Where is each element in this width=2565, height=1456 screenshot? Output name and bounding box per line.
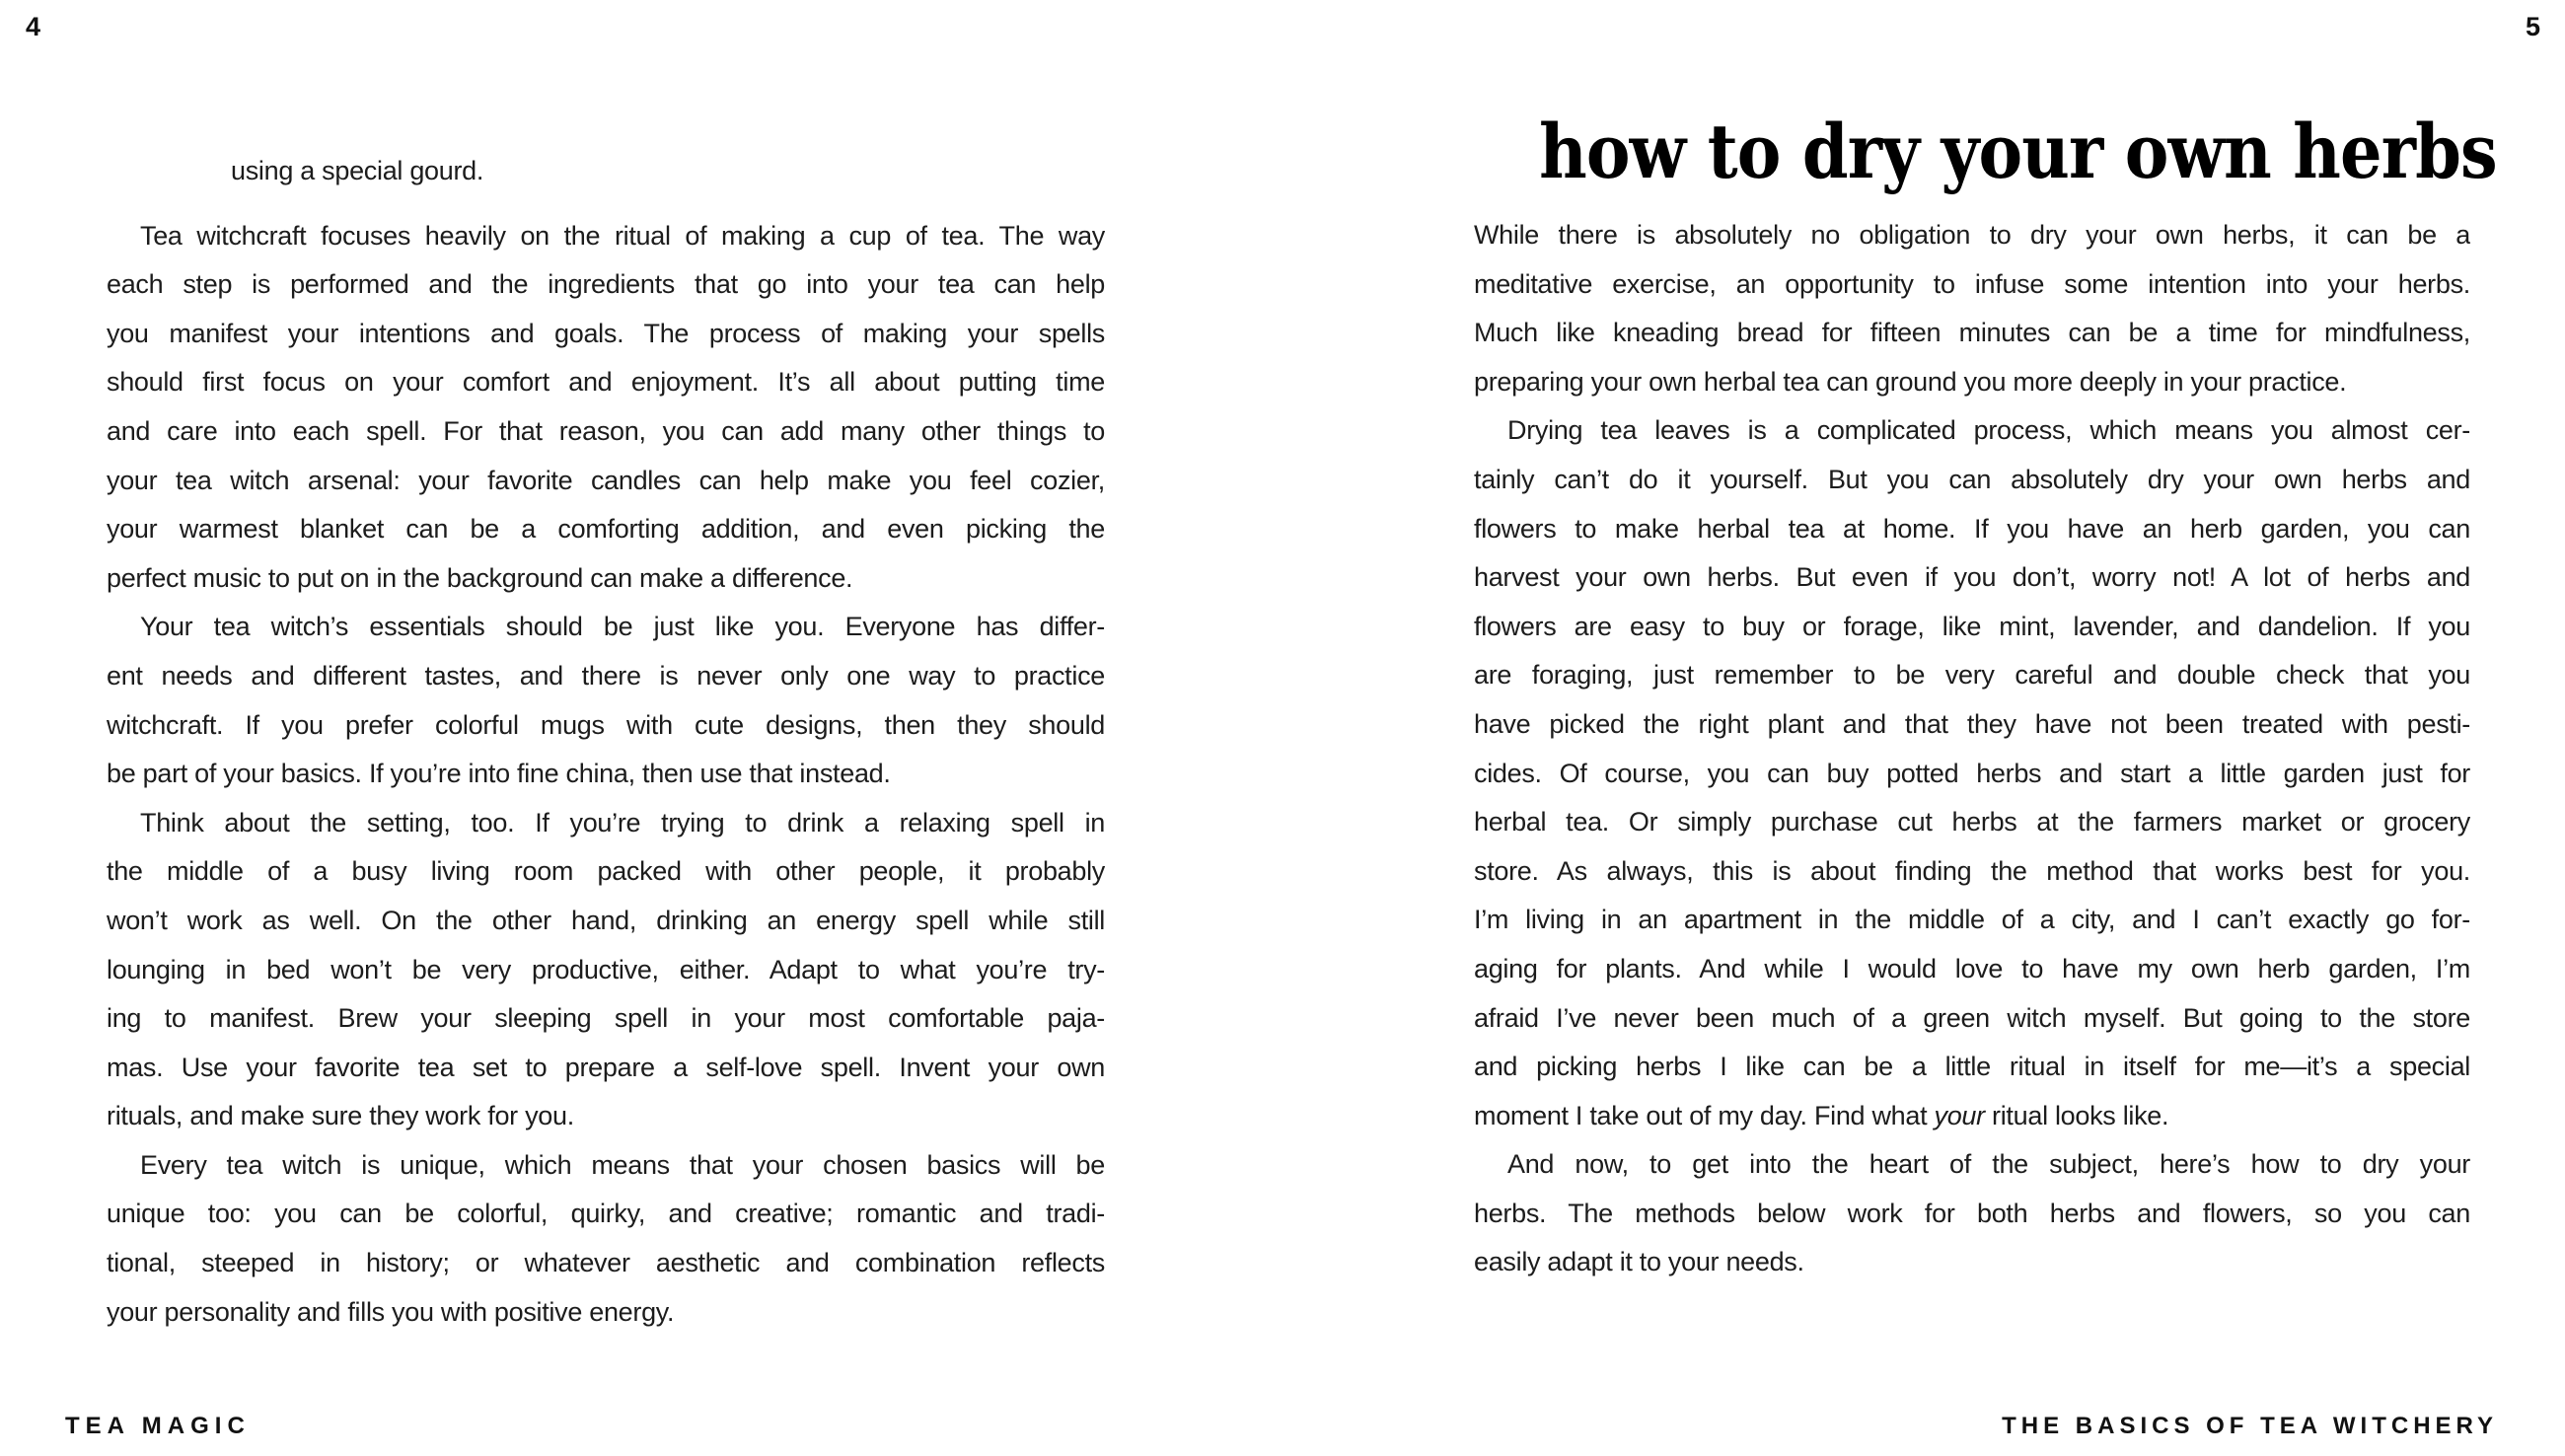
text-line: be part of your basics. If you’re into fine china, then use that instead. [107, 759, 891, 789]
text-line: ing to manifest. Brew your sleeping spell in your most comfortable paja- [107, 1003, 1105, 1034]
text-line: flowers to make herbal tea at home. If you have an herb garden, you can [1474, 513, 2470, 544]
text-line: Tea witchcraft focuses heavily on the ritual of making a cup of tea. The way [140, 220, 1105, 251]
text-line: flowers are easy to buy or forage, like mint, lavender, and dandelion. If you [1474, 611, 2470, 641]
text-line: perfect music to put on in the background can make a difference. [107, 562, 853, 593]
text-line: Much like kneading bread for fifteen minutes can be a time for mindfulness, [1474, 318, 2470, 348]
left-page-body [107, 147, 1105, 1337]
paragraph [107, 212, 1105, 604]
text-line: Think about the setting, too. If you’re trying to drink a relaxing spell in [140, 807, 1105, 837]
text-line: preparing your own herbal tea can ground you more deeply in your practice. [1474, 366, 2347, 397]
chapter-heading-text: how to dry your own herbs [1539, 108, 2497, 195]
text-line: I’m living in an apartment in the middle of a city, and I can’t exactly go for- [1474, 905, 2470, 935]
text-line: tional, steeped in history; or whatever aesthetic and combination reflects [107, 1248, 1105, 1278]
text-line: and picking herbs I like can be a little ritual in itself for me—it’s a special [1474, 1052, 2470, 1082]
text-line: While there is absolutely no obligation to dry your own herbs, it can be a [1474, 220, 2470, 250]
text-line: should first focus on your comfort and enjoyment. It’s all about putting time [107, 367, 1105, 398]
text-line: have picked the right plant and that they have not been treated with pesti- [1474, 708, 2470, 739]
text-line: won’t work as well. On the other hand, drinking an energy spell while still [107, 905, 1105, 935]
text-line: witchcraft. If you prefer colorful mugs with cute designs, then they should [107, 709, 1105, 740]
text-line: and care into each spell. For that reason, you can add many other things to [107, 415, 1105, 446]
paragraph [107, 799, 1105, 1141]
text-line: are foraging, just remember to be very careful and double check that you [1474, 660, 2470, 691]
text-line: your personality and fills you with positive energy. [107, 1296, 675, 1327]
paragraph [1474, 211, 2470, 406]
text-line: your warmest blanket can be a comforting addition, and even picking the [107, 514, 1105, 545]
chapter-heading [1474, 108, 2497, 195]
text-line: store. As always, this is about finding the method that works best for you. [1474, 855, 2470, 886]
text-line: your tea witch arsenal: your favorite candles can help make you feel cozier, [107, 465, 1105, 495]
text-line: cides. Of course, you can buy potted herbs and start a little garden just for [1474, 758, 2470, 788]
text-line: easily adapt it to your needs. [1474, 1247, 1804, 1277]
text-line: mas. Use your favorite tea set to prepare a self-love spell. Invent your own [107, 1052, 1105, 1082]
text-line: lounging in bed won’t be very productive, either. Adapt to what you’re try- [107, 954, 1105, 984]
text-line: harvest your own herbs. But even if you don’t, worry not! A lot of herbs and [1474, 562, 2470, 593]
text-line: Drying tea leaves is a complicated process, which means you almost cer- [1507, 415, 2470, 446]
page-number-right: 5 [2525, 12, 2540, 41]
text-line: unique too: you can be colorful, quirky, and creative; romantic and tradi- [107, 1199, 1105, 1229]
running-footer-book-title: TEA MAGIC [65, 1413, 251, 1439]
paragraph [107, 1141, 1105, 1337]
text-line: tainly can’t do it yourself. But you can absolutely dry your own herbs and [1474, 464, 2470, 494]
text-line: the middle of a busy living room packed with other people, it probably [107, 856, 1105, 887]
running-footer-chapter-title: THE BASICS OF TEA WITCHERY [2002, 1413, 2498, 1439]
paragraph [107, 147, 1105, 196]
text-line: each step is performed and the ingredients that go into your tea can help [107, 269, 1105, 300]
page-number-left: 4 [26, 12, 41, 41]
text-line: ent needs and different tastes, and there is never only one way to practice [107, 660, 1105, 691]
text-line: Every tea witch is unique, which means that your chosen basics will be [140, 1149, 1105, 1180]
text-line: afraid I’ve never been much of a green witch myself. But going to the store [1474, 1002, 2470, 1033]
text-line: using a special gourd. [231, 156, 484, 185]
text-line: And now, to get into the heart of the subject, here’s how to dry your [1507, 1149, 2470, 1180]
text-line: rituals, and make sure they work for you. [107, 1101, 574, 1131]
paragraph [107, 603, 1105, 798]
text-line: aging for plants. And while I would love to have my own herb garden, I’m [1474, 953, 2470, 983]
text-line: meditative exercise, an opportunity to infuse some intention into your herbs. [1474, 268, 2470, 299]
paragraph [1474, 406, 2470, 1140]
text-line: moment I take out of my day. Find what your ritual looks like. [1474, 1100, 2169, 1130]
text-line: herbal tea. Or simply purchase cut herbs at the farmers market or grocery [1474, 807, 2470, 837]
paragraph [1474, 1140, 2470, 1287]
text-line: herbs. The methods below work for both herbs and flowers, so you can [1474, 1198, 2470, 1228]
text-line: Your tea witch’s essentials should be just like you. Everyone has differ- [140, 612, 1105, 642]
right-page-body [1474, 211, 2470, 1287]
text-line: you manifest your intentions and goals. The process of making your spells [107, 318, 1105, 348]
